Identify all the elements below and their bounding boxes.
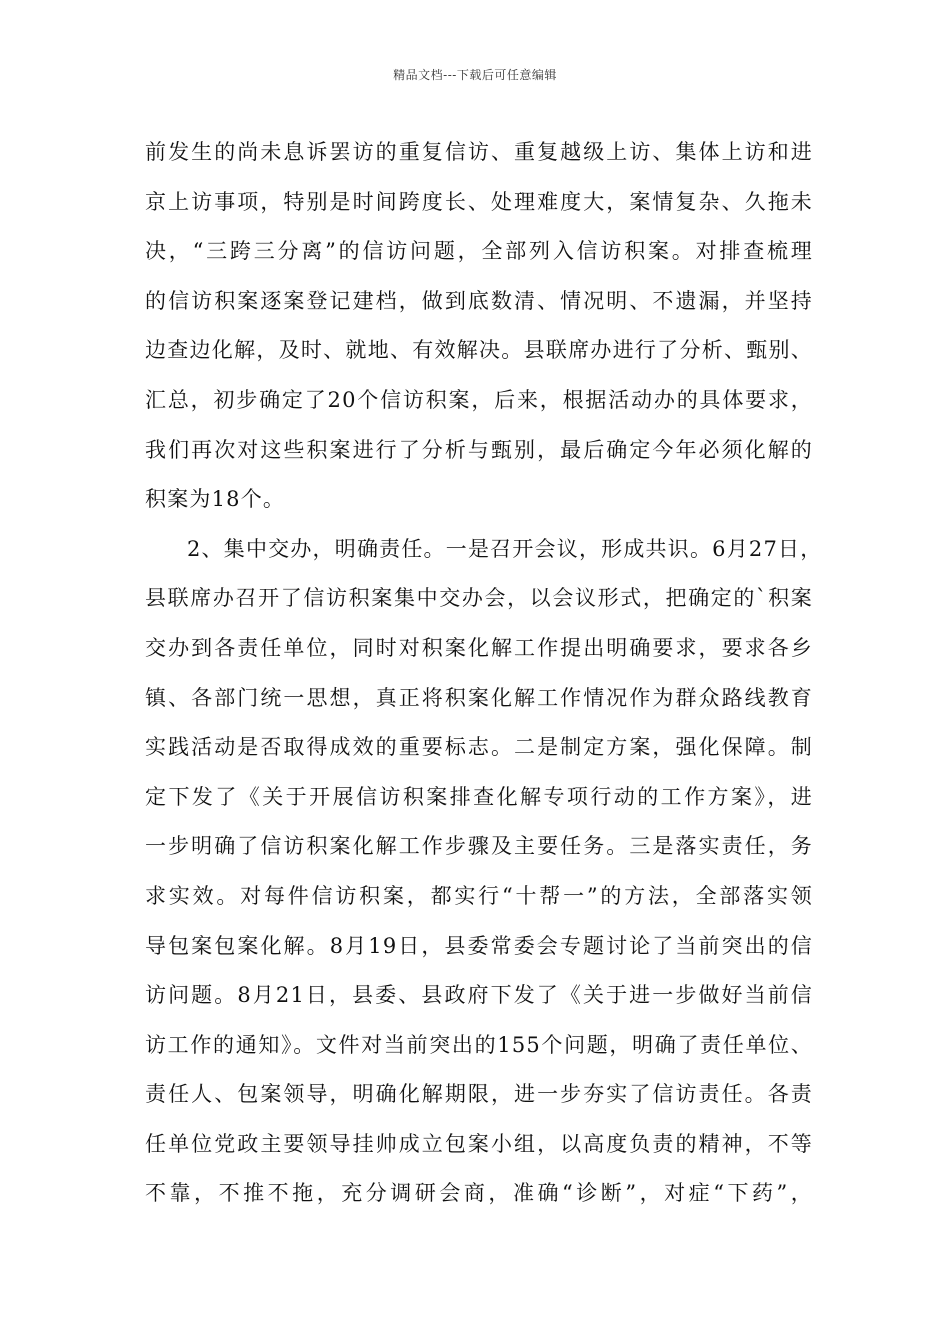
text-line: 任单位党政主要领导挂帅成立包案小组，以高度负责的精神，不等 [145,1131,813,1156]
text-line: 导包案包案化解。8月19日，县委常委会专题讨论了当前突出的信 [145,933,813,958]
text-line: 京上访事项，特别是时间跨度长、处理难度大，案情复杂、久拖未 [145,189,813,214]
text-line: 汇总，初步确定了20个信访积案，后来，根据活动办的具体要求， [145,387,813,412]
text-line: 2、集中交办，明确责任。一是召开会议，形成共识。6月27日， [187,536,823,561]
text-line: 决，“三跨三分离”的信访问题，全部列入信访积案。对排查梳理 [145,239,813,264]
text-line: 定下发了《关于开展信访积案排查化解专项行动的工作方案》，进 [145,784,813,809]
text-line: 县联席办召开了信访积案集中交办会，以会议形式，把确定的`积案 [145,586,813,611]
text-line: 一步明确了信访积案化解工作步骤及主要任务。三是落实责任，务 [145,834,813,859]
text-line: 积案为18个。 [145,487,286,512]
page-header: 精品文档---下载后可任意编辑 [393,68,557,82]
text-line: 的信访积案逐案登记建档，做到底数清、情况明、不遗漏，并坚持 [145,288,813,313]
text-line: 求实效。对每件信访积案，都实行“十帮一”的方法，全部落实领 [145,883,813,908]
body-text [145,128,823,1219]
text-line: 镇、各部门统一思想，真正将积案化解工作情况作为群众路线教育 [145,685,813,710]
text-line: 责任人、包案领导，明确化解期限，进一步夯实了信访责任。各责 [145,1082,813,1107]
text-line: 前发生的尚未息诉罢访的重复信访、重复越级上访、集体上访和进 [145,140,813,164]
text-line: 交办到各责任单位，同时对积案化解工作提出明确要求，要求各乡 [145,635,813,660]
text-line: 访工作的通知》。文件对当前突出的155个问题，明确了责任单位、 [145,1032,813,1057]
text-line: 不靠，不推不拖，充分调研会商，准确“诊断”，对症“下药”， [145,1181,813,1206]
text-line: 边查边化解，及时、就地、有效解决。县联席办进行了分析、甄别、 [145,338,813,363]
text-line: 我们再次对这些积案进行了分析与甄别，最后确定今年必须化解的 [145,437,813,462]
text-line: 实践活动是否取得成效的重要标志。二是制定方案，强化保障。制 [145,735,813,760]
text-line: 访问题。8月21日，县委、县政府下发了《关于进一步做好当前信 [145,983,813,1008]
